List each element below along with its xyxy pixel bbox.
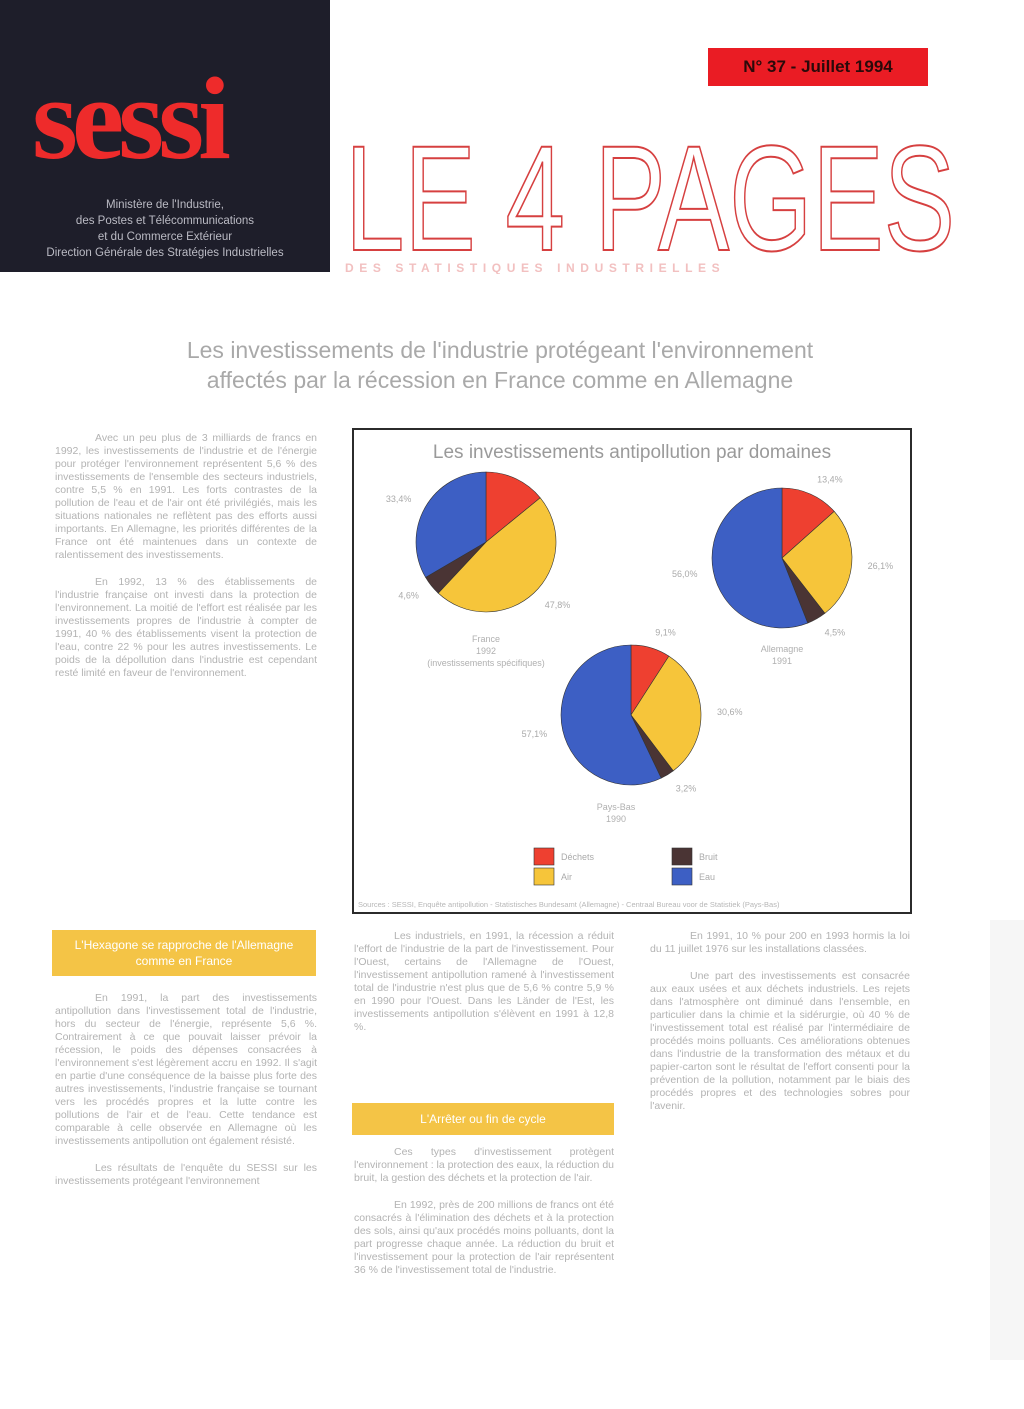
paragraph: En 1992, près de 200 millions de francs ont été consacrés à l'élimination des déchets et à la protection des sols, ainsi qu'aux procédés moins polluants, dont la part progresse chaque année. La réduction du bruit et l'investissement pour la protection de l'air représentent 36 % de l'investissement total de l'industrie. — [354, 1199, 614, 1276]
chart-source: Sources : SESSI, Enquête antipollution - Statistisches Bundesamt (Allemagne) - Centraal Bureau voor de Statistiek (Pays-Bas) — [358, 900, 780, 909]
paragraph: En 1991, 10 % pour 200 en 1993 hormis la loi du 11 juillet 1976 sur les installations classées. — [650, 930, 910, 955]
ministry-lines — [6, 197, 324, 261]
pie-chart-panel — [352, 428, 912, 914]
chart-title: Les investissements antipollution par domaines — [432, 442, 832, 463]
legend-label: Air — [561, 872, 572, 882]
paragraph: Les industriels, en 1991, la récession a réduit l'effort de l'industrie de la part de l'investissement. Pour l'Ouest, certains de l'Allemagne de l'Ouest, l'investissement antipollution ramené à l'investissement total de l'industrie n'est plus que de 5,6 % contre 5,9 % en 1990 pour l'Ouest. Dans les Länder de l'Est, les investissements antipollution s'élèvent en 1991 à 12,8 %. — [354, 930, 614, 1033]
section-heading-line: L'Arrêter ou fin de cycle — [420, 1112, 546, 1126]
paragraph: En 1991, la part des investissements antipollution dans l'investissement total de l'industrie, hors du secteur de l'énergie, représente 5,6 %. Contrairement à ce que pouvait laisser prévoir la récession, le poids des dépenses consacrées à l'environnement s'est légèrement accru en 1992. Il s'agit en partie d'une conséquence de la baisse plus forte des autres investissements, l'industrie française se tournant vers les procédés propres et la lutte contre les pollutions de l'air et de l'eau. Cette tendance est comparable à celle observée en Allemagne où les investissements antipollution ont également résisté. — [55, 992, 317, 1147]
masthead-logo-block — [0, 0, 330, 272]
pie-slice-label: 30,6% — [716, 706, 743, 717]
middle-column-lower — [354, 1146, 614, 1291]
left-column-lower — [55, 992, 317, 1202]
pie-caption: Allemagne — [760, 644, 804, 654]
legend-label: Eau — [699, 872, 716, 882]
ministry-line: Ministère de l'Industrie, — [106, 199, 224, 211]
publication-title-text: LE 4 PAGES — [345, 114, 955, 262]
left-column — [55, 432, 317, 694]
legend-label: Bruit — [699, 852, 718, 862]
pie-slice-label: 13,4% — [817, 474, 843, 485]
legend-swatch — [672, 868, 692, 885]
pie-slice-label: 47,8% — [544, 599, 571, 610]
middle-column — [354, 930, 614, 1048]
ministry-line: des Postes et Télécommunications — [75, 215, 255, 227]
pie-caption: 1990 — [605, 814, 627, 824]
pie-slice-label: 33,4% — [385, 494, 412, 505]
section-heading-1 — [52, 930, 316, 976]
pie-caption: (investissements spécifiques) — [427, 658, 545, 668]
pie-caption: Pays-Bas — [596, 802, 636, 812]
legend-swatch — [534, 848, 554, 865]
paragraph: Les résultats de l'enquête du SESSI sur les investissements protégeant l'environnement — [55, 1162, 317, 1187]
pie-slice-label: 3,2% — [675, 783, 697, 794]
legend-swatch — [534, 868, 554, 885]
legend-swatch — [672, 848, 692, 865]
paragraph: Ces types d'investissement protègent l'environnement : la protection des eaux, la réduction du bruit, la gestion des déchets et la protection de l'air. — [354, 1146, 614, 1184]
section-heading-line: comme en France — [135, 954, 233, 968]
pie-slice-label: 26,1% — [867, 560, 894, 571]
ministry-line: Direction Générale des Stratégies Industrielles — [46, 247, 284, 259]
pie-slice-label: 56,0% — [671, 569, 698, 580]
article-headline — [60, 335, 940, 395]
ministry-line: et du Commerce Extérieur — [97, 231, 233, 243]
pie-charts — [354, 470, 910, 890]
pie-slice-label: 4,5% — [824, 627, 846, 638]
section-heading-2 — [352, 1103, 614, 1135]
publication-title — [340, 112, 960, 262]
legend-label: Déchets — [561, 852, 595, 862]
paragraph: En 1992, 13 % des établissements de l'industrie française ont investi dans la protection de l'environnement. La moitié de l'effort est réalisée par les investissements propres de l'industrie à compter de 1991, 40 % des établissements visent la protection de l'eau, contre 22 % pour les autres investissements. Le poids de la dépollution dans l'industrie est cependant resté limité en faveur de l'environnement. — [55, 576, 317, 679]
pie-caption: France — [471, 634, 501, 644]
pie-caption: 1992 — [475, 646, 497, 656]
scan-edge-shadow — [990, 920, 1024, 1360]
pie-caption: 1991 — [771, 656, 793, 666]
right-column — [650, 930, 910, 1127]
headline-line: Les investissements de l'industrie protégeant l'environnement — [186, 337, 814, 363]
paragraph: Une part des investissements est consacrée aux eaux usées et aux déchets industriels. Les rejets dans l'atmosphère ont diminué dans l'ensemble, en particulier dans la chimie et la sidérurgie, où 40 % de l'investissement total est réalisé par l'intermédiaire de procédés moins polluants. Ces améliorations obtenues dans l'industrie de la transformation des métaux et du papier-carton sont le résultat de l'effort consenti pour la prévention de la pollution, notamment par le biais des procédés propres et des technologies sobres pour l'avenir. — [650, 970, 910, 1112]
publication-subtitle: DES STATISTIQUES INDUSTRIELLES — [345, 262, 726, 274]
section-heading-line: L'Hexagone se rapproche de l'Allemagne — [74, 938, 294, 952]
pie-slice-label: 4,6% — [398, 590, 419, 601]
sessi-logo: sessi — [32, 53, 225, 184]
pie-slice-label: 9,1% — [655, 627, 676, 638]
pie-slice-label: 57,1% — [521, 729, 548, 740]
paragraph: Avec un peu plus de 3 milliards de francs en 1992, les investissements de l'industrie et de l'énergie pour protéger l'environnement représentent 5,6 % des investissements de l'ensemble des secteurs industriels, contre 5,5 % en 1991. Les forts contrastes de la pollution de l'eau et de l'air ont été privilégiés, mais les situations nationales ne reflètent pas des efforts aussi importants. En Allemagne, les priorités différentes de la France ont été maintenues dans un contexte de ralentissement des investissements. — [55, 432, 317, 561]
headline-line: affectés par la récession en France comme en Allemagne — [206, 367, 794, 393]
issue-badge: N° 37 - Juillet 1994 — [708, 48, 928, 86]
